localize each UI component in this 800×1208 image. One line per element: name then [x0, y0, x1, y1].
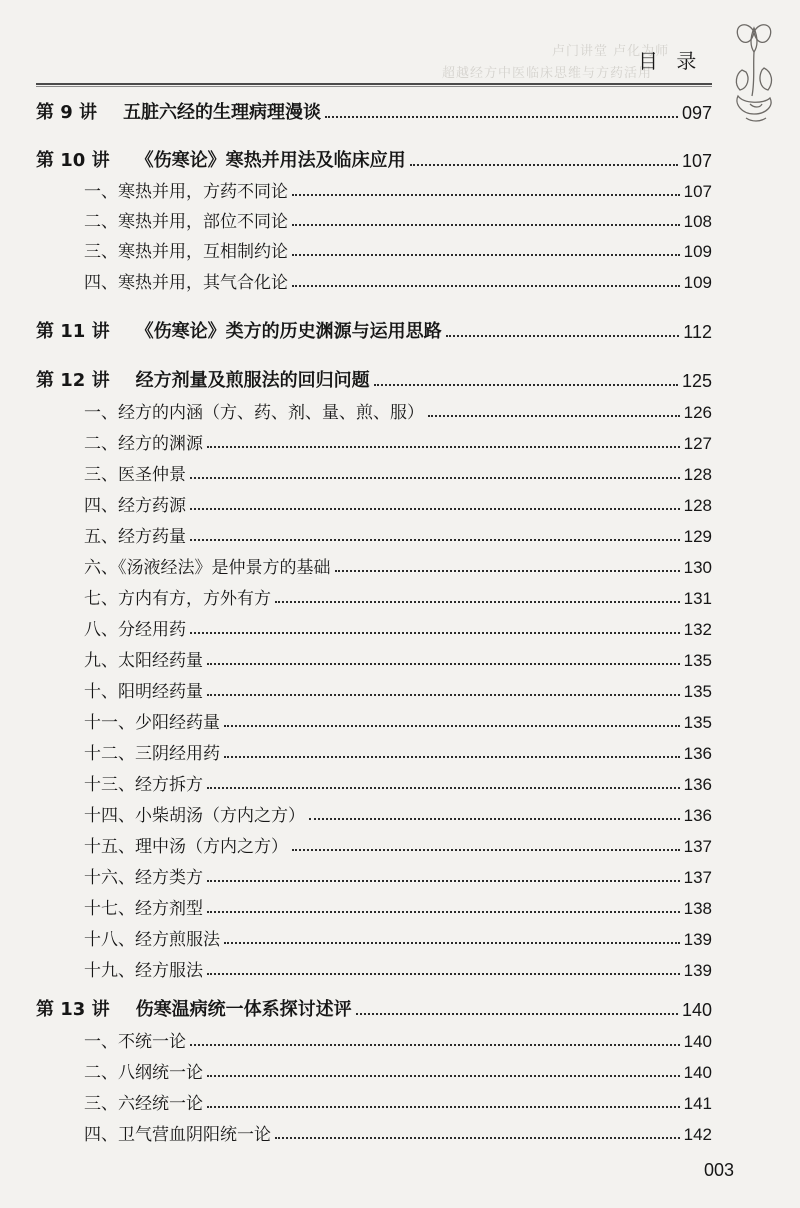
chapter-title: 经方剂量及煎服法的回归问题	[135, 370, 370, 391]
toc-section	[84, 204, 712, 232]
section-title: 十一、少阳经药量	[84, 713, 220, 733]
section-title: 一、寒热并用，方药不同论	[84, 182, 288, 202]
dot-leader	[356, 1013, 678, 1015]
section-title: 二、寒热并用，部位不同论	[84, 212, 288, 232]
dot-leader	[207, 911, 680, 913]
header-rule	[36, 83, 712, 85]
section-title: 一、不统一论	[84, 1032, 186, 1052]
toc-chapter	[36, 96, 712, 124]
chapter-page: 125	[681, 371, 712, 391]
section-page: 137	[683, 868, 712, 887]
toc-section	[84, 767, 712, 795]
chapter-number: 第 9 讲	[36, 102, 98, 123]
toc-section	[84, 643, 712, 671]
dot-leader	[207, 694, 680, 696]
section-page: 139	[683, 961, 712, 980]
section-title: 七、方内有方，方外有方	[84, 589, 271, 609]
toc-section	[84, 426, 712, 454]
toc-section	[84, 581, 712, 609]
toc-chapter	[36, 993, 712, 1021]
toc-section	[84, 1117, 712, 1145]
lotus-logo-icon	[724, 18, 784, 128]
dot-leader	[224, 725, 680, 727]
section-page: 142	[683, 1125, 712, 1144]
dot-leader	[207, 787, 680, 789]
section-title: 十五、理中汤（方内之方）	[84, 837, 288, 857]
dot-leader	[292, 194, 680, 196]
section-page: 135	[683, 651, 712, 670]
toc-section	[84, 829, 712, 857]
section-title: 十九、经方服法	[84, 961, 203, 981]
section-page: 107	[683, 182, 712, 201]
section-page: 135	[683, 682, 712, 701]
dot-leader	[275, 601, 680, 603]
dot-leader	[207, 1106, 680, 1108]
chapter-number: 第 11 讲	[36, 321, 110, 342]
dot-leader	[292, 285, 680, 287]
toc-section	[84, 891, 712, 919]
toc-section	[84, 922, 712, 950]
toc-section	[84, 488, 712, 516]
chapter-title: 《伤寒论》寒热并用法及临床应用	[135, 150, 406, 171]
dot-leader	[292, 224, 680, 226]
page-title: 目 录	[638, 49, 703, 73]
toc-section	[84, 798, 712, 826]
section-page: 135	[683, 713, 712, 732]
section-page: 137	[683, 837, 712, 856]
section-title: 四、卫气营血阴阳统一论	[84, 1125, 271, 1145]
section-page: 109	[683, 273, 712, 292]
page-number: 003	[704, 1160, 735, 1180]
section-page: 127	[683, 434, 712, 453]
toc-section	[84, 860, 712, 888]
section-title: 五、经方药量	[84, 527, 186, 547]
section-title: 十八、经方煎服法	[84, 930, 220, 950]
section-page: 138	[683, 899, 712, 918]
dot-leader	[374, 384, 678, 386]
dot-leader	[224, 942, 680, 944]
toc-section	[84, 174, 712, 202]
section-page: 140	[683, 1063, 712, 1082]
section-title: 三、寒热并用，互相制约论	[84, 242, 288, 262]
chapter-title: 伤寒温病统一体系探讨述评	[135, 999, 352, 1020]
section-title: 八、分经用药	[84, 620, 186, 640]
section-page: 128	[683, 465, 712, 484]
chapter-page: 107	[681, 151, 712, 171]
toc-section	[84, 1086, 712, 1114]
section-title: 三、六经统一论	[84, 1094, 203, 1114]
toc-section	[84, 953, 712, 981]
dot-leader	[292, 849, 680, 851]
section-title: 二、经方的渊源	[84, 434, 203, 454]
section-title: 一、经方的内涵（方、药、剂、量、煎、服）	[84, 403, 424, 423]
section-title: 十六、经方类方	[84, 868, 203, 888]
section-page: 132	[683, 620, 712, 639]
chapter-number: 第 12 讲	[36, 370, 110, 391]
dot-leader	[325, 116, 678, 118]
chapter-page: 097	[681, 103, 712, 123]
dot-leader	[207, 1075, 680, 1077]
chapter-title: 《伤寒论》类方的历史渊源与运用思路	[135, 321, 442, 342]
section-title: 六、《汤液经法》是仲景方的基础	[84, 558, 331, 578]
section-title: 十二、三阴经用药	[84, 744, 220, 764]
dot-leader	[335, 570, 680, 572]
toc-section	[84, 234, 712, 262]
dot-leader	[309, 818, 680, 820]
bleed-through-line-2: 超越经方中医临床思维与方药活用	[442, 66, 653, 81]
section-page: 130	[683, 558, 712, 577]
section-title: 九、太阳经药量	[84, 651, 203, 671]
section-page: 136	[683, 775, 712, 794]
dot-leader	[190, 1044, 680, 1046]
toc-section	[84, 1055, 712, 1083]
toc-section	[84, 457, 712, 485]
section-title: 二、八纲统一论	[84, 1063, 203, 1083]
toc-section	[84, 395, 712, 423]
section-page: 109	[683, 242, 712, 261]
toc-chapter	[36, 364, 712, 392]
header-rule-thin	[36, 86, 712, 87]
section-title: 十三、经方拆方	[84, 775, 203, 795]
section-page: 141	[683, 1094, 712, 1113]
toc-section	[84, 674, 712, 702]
dot-leader	[275, 1137, 680, 1139]
section-title: 四、寒热并用，其气合化论	[84, 273, 288, 293]
section-page: 136	[683, 744, 712, 763]
section-page: 108	[683, 212, 712, 231]
dot-leader	[190, 539, 680, 541]
toc-section	[84, 265, 712, 293]
toc-section	[84, 1024, 712, 1052]
section-page: 129	[683, 527, 712, 546]
dot-leader	[207, 973, 680, 975]
section-page: 128	[683, 496, 712, 515]
section-title: 三、医圣仲景	[84, 465, 186, 485]
dot-leader	[190, 508, 680, 510]
bleed-through-line-1: 卢门讲堂 卢化为师	[552, 44, 670, 59]
toc-section	[84, 736, 712, 764]
section-title: 十七、经方剂型	[84, 899, 203, 919]
section-page: 136	[683, 806, 712, 825]
toc-section	[84, 550, 712, 578]
chapter-number: 第 13 讲	[36, 999, 110, 1020]
chapter-page: 112	[683, 322, 712, 342]
toc-section	[84, 519, 712, 547]
toc-section	[84, 705, 712, 733]
section-page: 131	[683, 589, 712, 608]
section-title: 四、经方药源	[84, 496, 186, 516]
section-page: 139	[683, 930, 712, 949]
dot-leader	[428, 415, 680, 417]
dot-leader	[207, 446, 680, 448]
section-page: 140	[683, 1032, 712, 1051]
dot-leader	[446, 335, 680, 337]
dot-leader	[207, 880, 680, 882]
section-title: 十、阳明经药量	[84, 682, 203, 702]
toc-section	[84, 612, 712, 640]
toc-chapter	[36, 315, 712, 343]
section-title: 十四、小柴胡汤（方内之方）	[84, 806, 305, 826]
toc-chapter	[36, 144, 712, 172]
dot-leader	[292, 254, 680, 256]
dot-leader	[224, 756, 680, 758]
dot-leader	[190, 477, 680, 479]
chapter-title: 五脏六经的生理病理漫谈	[123, 102, 322, 123]
dot-leader	[207, 663, 680, 665]
dot-leader	[190, 632, 680, 634]
dot-leader	[410, 164, 678, 166]
chapter-page: 140	[681, 1000, 712, 1020]
chapter-number: 第 10 讲	[36, 150, 110, 171]
section-page: 126	[683, 403, 712, 422]
